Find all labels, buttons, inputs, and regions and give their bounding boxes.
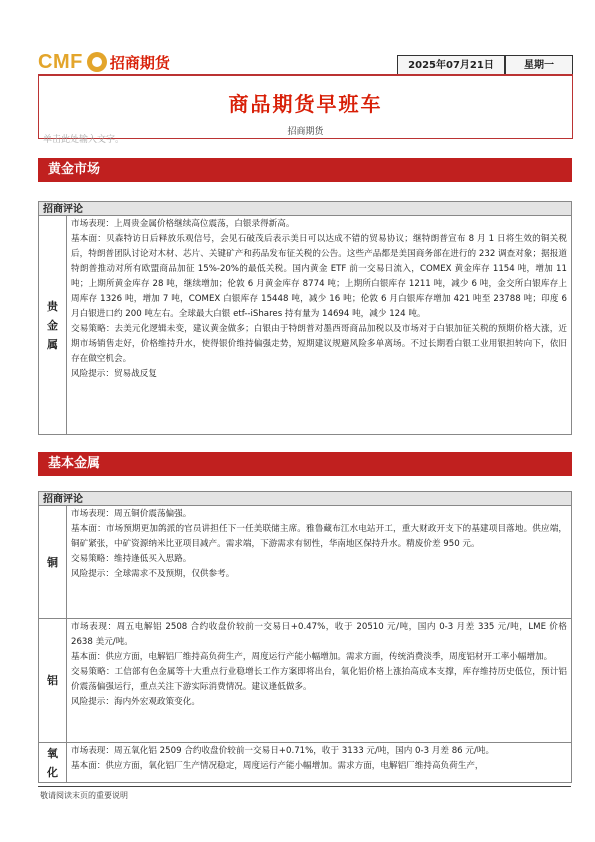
aluminum-market-performance: 市场表现：周五电解铝 2508 合约收盘价较前一交易日+0.47%，收于 20510 元/吨，国内 0-3 月差 335 元/吨，LME 价格 2638 美元/吨。 — [71, 622, 567, 647]
copper-strategy: 交易策略：维持逢低买入思路。 — [71, 554, 192, 564]
gold-content — [67, 216, 571, 434]
gold-fundamentals: 基本面：贝森特访日后释放乐观信号，会见石破茂后表示美日可以达成不错的贸易协议；继特朗普宣布 8 月 1 日将生效的铜关税后，特朗普团队讨论对木材、芯片、关键矿产和药品发布征关税的公告。这些产品都是美国商务部在进行的 232 调查对象；据报道特朗普推动对所有欧盟商品加征 15%-20%的最低关税。国内黄金 ETF 前一交易日流入，COMEX 黄金库存 1154 吨，增加 11 吨；上期所黄金库存 28 吨，继续增加；伦敦 6 月黄金库存 8774 吨；上期所白银库存 1211 吨，减少 6 吨，金交所白银库存上周库存 1326 吨，增加 7 吨，COMEX 白银库存 15448 吨，减少 16 吨；伦敦 6 月白银库存增加 421 吨至 23788 吨；印度 6 月白银进口约 200 吨左右。全球最大白银 etf--iShares 持有量为 14694 吨，减少 124 吨。 — [71, 234, 567, 319]
gold-strategy: 交易策略：去美元化逻辑未变，建议黄金做多；白银由于特朗普对墨西哥商品加税以及市场对于白银加征关税的预期价格大涨，近期市场销售走好，价格维持升水，使得银价维持偏强走势，短期建议规避风险多单离场。不过长期看白银工业用银担转向下，依旧存在做空机会。 — [71, 324, 567, 364]
text-placeholder[interactable]: 单击此处输入文字。 — [43, 135, 125, 145]
copper-block — [38, 506, 572, 619]
page-subtitle: 招商期货 — [287, 127, 324, 137]
aluminum-risk: 风险提示：海内外宏观政策变化。 — [71, 697, 200, 707]
title-box — [38, 74, 573, 139]
aluminum-block — [38, 619, 572, 743]
footer-divider — [38, 786, 571, 787]
copper-market-performance: 市场表现：周五铜价震荡偏强。 — [71, 509, 192, 519]
aluminum-fundamentals: 基本面：供应方面，电解铝厂维持高负荷生产，周度运行产能小幅增加。需求方面，传统消费淡季，周度铝材开工率小幅增加。 — [71, 652, 553, 662]
section-header-base-metals: 基本金属 — [38, 452, 572, 476]
copper-risk: 风险提示：全球需求不及预期，仅供参考。 — [71, 569, 235, 579]
alumina-block — [38, 743, 572, 783]
category-precious-metals: 贵金属 — [39, 216, 67, 434]
report-weekday: 星期一 — [505, 55, 573, 76]
gold-commentary-block — [38, 216, 572, 435]
alumina-fundamentals: 基本面：供应方面，氧化铝厂生产情况稳定，周度运行产能小幅增加。需求方面，电解铝厂维持高负荷生产， — [71, 761, 484, 771]
copper-fundamentals: 基本面：市场预期更加鸽派的官员讲担任下一任美联储主席。雅鲁藏布江水电站开工，重大财政开支下的基建项目落地。供应端，铜矿紧张，中矿资源纳米比亚项目减产。需求端，下游需求有韧性，华南地区保持升水。精废价差 950 元。 — [71, 524, 567, 549]
category-alumina: 氧化 — [39, 743, 67, 782]
gold-market-performance: 市场表现：上周贵金属价格继续高位震荡，白银录得新高。 — [71, 219, 295, 229]
logo-emblem-icon — [87, 52, 107, 72]
comment-header-gold: 招商评论 — [38, 201, 572, 216]
category-aluminum: 铝 — [39, 619, 67, 742]
aluminum-content — [67, 619, 571, 742]
gold-risk: 风险提示：贸易战反复 — [71, 369, 157, 379]
category-copper: 铜 — [39, 506, 67, 618]
alumina-market-performance: 市场表现：周五氧化铝 2509 合约收盘价较前一交易日+0.71%，收于 3133 元/吨，国内 0-3 月差 86 元/吨。 — [71, 746, 495, 756]
alumina-content — [67, 743, 571, 782]
section-header-gold: 黄金市场 — [38, 158, 572, 182]
logo-cmf-text: CMF — [38, 50, 83, 73]
page-title: 商品期货早班车 — [228, 92, 383, 116]
company-logo — [38, 48, 170, 76]
logo-chinese-text: 招商期货 — [109, 53, 170, 72]
copper-content — [67, 506, 571, 618]
aluminum-strategy: 交易策略：工信部有色金属等十大重点行业稳增长工作方案即将出台，氧化铝价格上涨抬高成本支撑，库存维持历史低位，预计铝价震荡偏强运行，重点关注下游实际消费情况。建议逢低做多。 — [71, 667, 567, 692]
report-date: 2025年07月21日 — [397, 55, 505, 76]
footer-disclaimer: 敬请阅读末页的重要说明 — [40, 791, 128, 800]
comment-header-base: 招商评论 — [38, 491, 572, 506]
